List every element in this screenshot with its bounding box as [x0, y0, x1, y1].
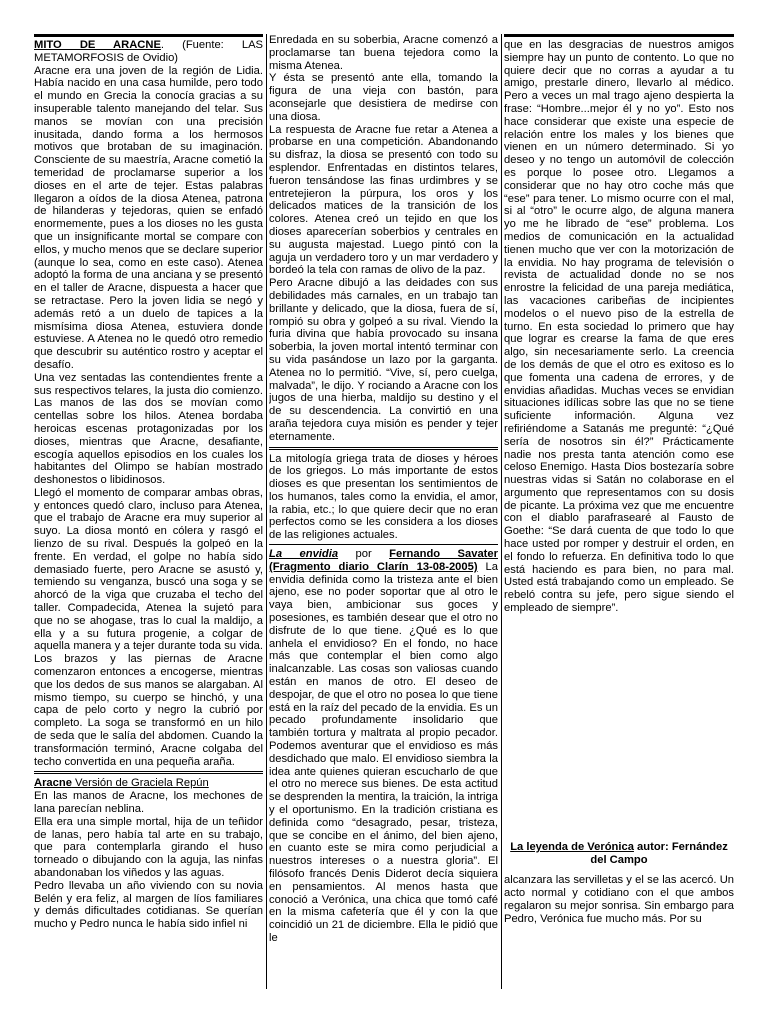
paragraph: Pero Aracne dibujó a las deidades con sus debilidades más carnales, en un trabajo tan brillante y delicado, que la diosa, fuera de sí, rompió su obra y golpeó a su rival. Viendo la furia divina que había provocado su insana soberbia, la joven mortal intentó terminar con su vida pasándose un lazo por la garganta. Atenea no lo permitió. “Vive, sí, pero cuelga, malvada”, le dijo. Y rociando a Aracne con los jugos de una hierba, maldijo su destino y el de su descendencia. La convirtió en una araña tejedora cuya misión es pender y tejer eternamente. [269, 277, 498, 443]
veronica-author: autor: Fernández del Campo [590, 840, 728, 866]
section-divider [269, 447, 498, 450]
paragraph: Ella era una simple mortal, hija de un teñidor de lanas, pero había tal arte en su trabajo, que para contemplarla girando el huso torneado o dibujando con la aguja, las ninfas abandonaban los viñedos y las aguas. [34, 815, 263, 879]
column-divider [266, 34, 267, 989]
paragraph: Una vez sentadas las contendientes frente a sus respectivos telares, la justa dio comienzo. Las manos de las dos se movían como centellas sobre los hilos. Atenea bordaba heroicas escenas protagonizadas por los dioses, mientras que Aracne, desafiante, escogía aquellos episodios en los cuales los habitantes del Olimpo se habían mostrado deshonestos o libidinosos. [34, 371, 263, 487]
paragraph: La respuesta de Aracne fue retar a Atenea a probarse en una competición. Abandonando su disfraz, la diosa se presentó con todo su esplendor. Enfrentadas en distintos telares, fueron tensándose las finas urdimbres y se entretejieron la púrpura, los oros y los delicados matices de la transición de los colores. Atenea creó un tejido en que los dioses aparecerían soberbios y centrales en su augusta majestad. Luego pintó con la aguja un verdadero toro y un mar verdadero y bordeó la tela con ramas de olivo de la paz. [269, 123, 498, 277]
mito-title: MITO DE ARACNE [34, 39, 161, 51]
mythology-note: La mitología griega trata de dioses y héroes de los griegos. Lo más importante de estos dioses es que presentan los sentimientos de los humanos, tales como la envidia, el amor, la rabia, etc.; lo que quiere decir que no eran perfectos como se les considera a los dioses de las religiones actuales. [269, 452, 498, 542]
veronica-title: La leyenda de Verónica [510, 840, 634, 853]
version-heading [34, 777, 263, 790]
version-title: Aracne [34, 777, 72, 790]
envidia-by: por [338, 548, 390, 561]
top-rule [34, 34, 263, 37]
paragraph: Enredada en su soberbia, Aracne comenzó a proclamarse tan buena tejedora como la misma Atenea. [269, 34, 498, 72]
paragraph: Y ésta se presentó ante ella, tomando la figura de una vieja con bastón, para aconsejarle que desistiera de medirse con una diosa. [269, 72, 498, 123]
veronica-heading [504, 841, 734, 867]
paragraph: que en las desgracias de nuestros amigos siempre hay un punto de contento. Lo que no quiere decir que no corras a ayudar a tu amigo, prestarle dinero, llevarlo al médico. Pero a veces un mal trago ajeno despierta la frase: “Hombre...mejor él y no yo”. Esto nos hace considerar que existe una especie de relación entre los males y los bienes que vienen en un número determinado. Si yo deseo y no tengo un automóvil de colección es porque lo posee otro. Llegamos a considerar que no hay otro coche más que “ese” para tener. Lo mismo ocurre con el mal, si al “otro” le ocurre algo, de alguna manera yo me he librado de “ese” problema. Los medios de comunicación en la actualidad tienen mucho que ver con la motorización de la envidia. No hay programa de televisión o revista de actualidad donde no se nos enrostre la felicidad de una pareja mediática, las vacaciones caribeñas de incipientes modelos o el nuevo piso de la estrella de turno. En esta sociedad lo primero que hay que lograr es crearse la fama de que eres algo, sin necesariamente serlo. La creencia de los demás de que el otro es exitoso es lo que fomenta una cadena de errores, y de envidias añadidas. Muchas veces se envidian situaciones idílicas sobre las que no se tiene suficiente información. Alguna vez refiriéndome a Satanás me preguntė: “¿Qué sería de nosotros sin él?” Prácticamente nadie nos presta tanta atención como ese celoso Enemigo. Hasta Dios bostezaría sobre nuestras vidas si Satán no colaborase en el argumento que representamos con su dosis de picante. La próxima vez que me encuentre con el diablo parafrasearé al Fausto de Goethe: “Se dará cuenta de que todo lo que hace usted por romper y destruir el orden, en el fondo lo refuerza. En definitiva todo lo que está haciendo es para bien, no para mal. Usted está trabajando como un empleado. Se rebeló contra su jefe, pero sigue siendo el empleado de siempre”. [504, 39, 734, 615]
version-subtitle: Versión de Graciela Repún [71, 777, 209, 790]
column-divider [501, 34, 502, 989]
blank-space [504, 615, 734, 841]
envidia-article [269, 548, 498, 945]
paragraph: Aracne era una joven de la región de Lidia. Había nacido en una casa humilde, pero todo el mundo en Grecia la conocía gracias a su insuperable talento manejando del telar. Sus manos se movían con una precisión inusitada, dando forma a los hermosos motivos que brotaban de su imaginación. Consciente de su maestría, Aracne cometió la temeridad de proclamarse superior a los dioses en el arte de tejer. Estas palabras llegaron a oídos de la diosa Atenea, patrona de hilanderas y tejedoras, quien se enfadó enormemente, pues a los dioses no les gusta que un insignificante mortal se compare con ellos, y mucho menos que se declare superior (aunque lo sea, como en este caso). Atenea adoptó la forma de una anciana y se presentó en el taller de Aracne, dispuesta a hacer que se retractase. Pero la joven lidia se negó y además retó a un duelo de tapices a la mismísima diosa Atenea, estuviera donde estuviese. A Atenea no le quedó otro remedio que descubrir su auténtico rostro y aceptar el desafío. [34, 64, 263, 371]
column-middle [269, 34, 498, 989]
blank-space [504, 866, 734, 874]
column-right [504, 34, 734, 989]
envidia-author: Fernando Savater (Fragmento diario Clarín 13-08-2005) [269, 548, 498, 573]
paragraph: Llegó el momento de comparar ambas obras, y entonces quedó claro, incluso para Atenea, que el trabajo de Aracne era muy superior al suyo. La diosa montó en cólera y rasgó el lienzo de su rival. Después la golpeó en la frente. En verdad, el golpe no había sido demasiado fuerte, pero Aracne se asustó y, temiendo su venganza, buscó una soga y se ahorcó de la viga que cruzaba el techo del taller. Compadecida, Atenea la sujetó para que no se ahogase, tras lo cual la maldijo, a ella y a su futura progenie, a colgar de aquella manera y a tejer durante toda su vida. Los brazos y las piernas de Aracne comenzaron entonces a encogerse, mientras que los dedos de sus manos se alargaban. Al mismo tiempo, su cuerpo se hinchó, y una capa de pelo corto y negro la cubrió por completo. La soga se transformó en un hilo de seda que le salía del abdomen. Cuando la transformación terminó, Aracne colgaba del techo convertida en una pequeña araña. [34, 486, 263, 768]
document-page [34, 34, 734, 989]
column-left [34, 34, 263, 989]
mito-heading [34, 39, 263, 65]
top-rule [504, 34, 734, 37]
section-divider [269, 544, 498, 545]
mito-source: . (Fuente: LAS METAMORFOSIS de Ovidio) [34, 39, 263, 64]
paragraph: Pedro llevaba un año viviendo con su novia Belén y era feliz, al margen de líos familiares y demás dificultades cotidianas. Se querían mucho y Pedro nunca le había sido infiel ni [34, 879, 263, 931]
section-divider [34, 771, 263, 774]
envidia-title: La envidia [269, 548, 339, 561]
paragraph: En las manos de Aracne, los mechones de lana parecían neblina. [34, 790, 263, 816]
envidia-text: La envidia definida como la tristeza ante el bien ajeno, ese no poder soportar que al otro le vaya bien, ambicionar sus goces y posesiones, es también desear que el otro no disfrute de lo que tiene. ¿Qué es lo que anhela el envidioso? En el fondo, no hace más que contemplar el bien como algo inalcanzable. Las cosas son valiosas cuando están en manos de otro. El deseo de despojar, de que el otro no posea lo que tiene está en la raíz del pecado de la envidia. Es un pecado profundamente insolidario que también tortura y maltrata al propio pecador. Podemos aventurar que el envidioso es más desdichado que malo. El envidioso siembra la idea ante quienes quieran escucharlo de que el otro no merece sus bienes. De esta actitud se desprenden la mentira, la traición, la intriga y el oportunismo. En la tradición cristiana es definida como “desagrado, pesar, tristeza, que se concibe en el ánimo, del bien ajeno, en cuanto este se mira como perjudicial a nuestros intereses o a nuestra gloria”. El filósofo francés Denis Diderot decía siquiera en pensamientos. Al menos hasta que conoció a Verónica, una chica que tomó café en la misma cafetería que él y con la que coincidió un 21 de diciembre. Ella le pidió que le [269, 560, 498, 944]
veronica-text: alcanzara las servilletas y el se las acercó. Un acto normal y cotidiano con el que ambos regalaron su mejor sonrisa. Sin embargo para Pedro, Verónica fue mucho más. Por su [504, 874, 734, 925]
